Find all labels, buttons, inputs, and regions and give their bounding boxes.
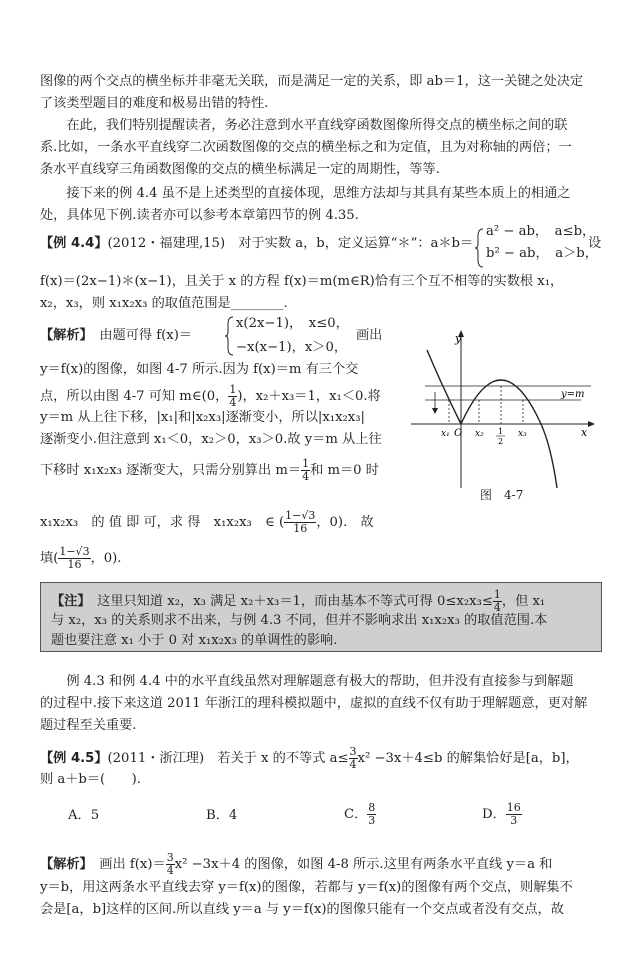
solution-line bbox=[40, 510, 374, 535]
fraction bbox=[166, 852, 175, 877]
text-fragment: 画出 bbox=[356, 328, 383, 343]
example-4-4-header bbox=[40, 234, 473, 254]
paren: ( bbox=[278, 515, 285, 530]
solution-line bbox=[40, 326, 192, 346]
option-a: A．5 bbox=[68, 808, 100, 823]
numerator: 1 bbox=[493, 588, 501, 601]
text-fragment: ，0). bbox=[90, 551, 122, 566]
paragraph-line: 接下来的例 4.4 虽不是上述类型的直接体现，思维方法却与其具有某些本质上的相通之 bbox=[40, 186, 571, 201]
denominator: 3 bbox=[510, 814, 518, 827]
paragraph-line: 则 a＋b＝( ). bbox=[40, 772, 141, 787]
tick-x1: x₁ bbox=[441, 429, 450, 439]
example-source: (2012・福建理,15) 对于实数 a，b，定义运算“＊”：a＊b＝ bbox=[107, 236, 474, 251]
text-fragment: x² −3x＋4 的图像，如图 4-8 所示.这里有两条水平直线 y＝a 和 bbox=[174, 857, 553, 872]
paragraph-line: f(x)＝(2x−1)＊(x−1)，且关于 x 的方程 f(x)＝m(m∈R)恰有三个互不相等的实数根 x₁， bbox=[40, 274, 564, 289]
option-letter: C． bbox=[344, 807, 368, 822]
option-b: B．4 bbox=[206, 808, 238, 823]
solution-line: y＝f(x)的图像，如图 4-7 所示.因为 f(x)＝m 有三个交 bbox=[40, 362, 359, 377]
note-box bbox=[40, 582, 602, 652]
text-fragment: x₁x₂x₃ 的 值 即 可，求 得 x₁x₂x₃ ∈ bbox=[40, 515, 275, 530]
case-1: a² − ab， a≤b， bbox=[486, 224, 596, 239]
denominator: 3 bbox=[368, 814, 376, 827]
text-fragment: 画出 f(x)＝ bbox=[86, 857, 166, 872]
fraction bbox=[228, 384, 237, 409]
text-fragment: 由题可得 f(x)＝ bbox=[86, 328, 193, 343]
figure-4-7 bbox=[405, 318, 597, 508]
origin-label: O bbox=[454, 428, 463, 439]
text-fragment: (2011・浙江理) 若关于 x 的不等式 a≤ bbox=[107, 751, 349, 766]
numerator: 3 bbox=[166, 851, 174, 864]
figure-caption: 图 4-7 bbox=[480, 488, 524, 502]
denominator: 4 bbox=[349, 758, 357, 771]
text-fragment: 设 bbox=[588, 236, 602, 251]
fraction bbox=[506, 802, 522, 827]
option-d bbox=[482, 802, 522, 827]
paragraph-line: 题过程至关重要. bbox=[40, 718, 137, 733]
numerator: 1−√3 bbox=[59, 545, 90, 558]
denominator: 4 bbox=[166, 864, 174, 877]
tick-x3: x₃ bbox=[518, 429, 527, 439]
numerator: 1 bbox=[302, 457, 310, 470]
fraction bbox=[301, 458, 310, 483]
numerator: 16 bbox=[506, 801, 521, 814]
example-tag: 【例 4.4】 bbox=[40, 236, 108, 251]
solution-tag: 【解析】 bbox=[40, 857, 87, 872]
denominator: 4 bbox=[493, 601, 501, 614]
brace-icon bbox=[224, 316, 234, 356]
tick-x2: x₂ bbox=[475, 429, 484, 439]
tick-1: 1 bbox=[498, 427, 504, 436]
y-label: y bbox=[455, 332, 462, 345]
numerator: 1 bbox=[229, 383, 237, 396]
denominator: 4 bbox=[229, 396, 237, 409]
text-fragment: 点，所以由图 4-7 可知 m∈ bbox=[40, 389, 202, 404]
paren: (0， bbox=[201, 389, 229, 404]
numerator: 1−√3 bbox=[285, 509, 316, 522]
paren: ) bbox=[237, 389, 243, 404]
solution-line bbox=[40, 546, 122, 571]
solution-line bbox=[40, 852, 552, 877]
tick-2: 2 bbox=[498, 437, 504, 446]
text-fragment: 填 bbox=[40, 551, 54, 566]
option-c bbox=[344, 802, 376, 827]
text-fragment: x² −3x＋4≤b 的解集恰好是[a，b]， bbox=[357, 751, 579, 766]
example-4-5-header bbox=[40, 746, 579, 771]
solution-line: 会是[a，b]这样的区间.所以直线 y＝a 与 y＝f(x)的图像只能有一个交点或者没有交点，故 bbox=[40, 902, 564, 917]
paragraph-line: x₂，x₃，则 x₁x₂x₃ 的取值范围是________. bbox=[40, 296, 288, 311]
down-arrow-icon bbox=[432, 408, 438, 414]
paragraph-line: 系.比如，一条水平直线穿二次函数图像的交点的横坐标之和为定值，且为对称轴的两倍；一 bbox=[40, 140, 572, 155]
paragraph-line: 的过程中.接下来这道 2011 年浙江的理科模拟题中，虚拟的直线不仅有助于理解题意，更对解 bbox=[40, 696, 588, 711]
solution-line bbox=[40, 458, 379, 483]
paren: ( bbox=[53, 551, 59, 566]
note-line: 与 x₂，x₃ 的关系则求不出来，与例 4.3 不同，但并不影响求出 x₁x₂x₃ 的取值范围.本 bbox=[51, 613, 548, 628]
case-2: b² − ab， a＞b， bbox=[486, 246, 598, 261]
text-fragment: 和 m＝0 时 bbox=[310, 463, 379, 478]
note-line: 题也要注意 x₁ 小于 0 对 x₁x₂x₃ 的单调性的影响. bbox=[51, 633, 338, 648]
solution-line: y＝m 从上往下移，|x₁|和|x₂x₃|逐渐变小，所以|x₁x₂x₃| bbox=[40, 410, 365, 425]
case-1: x(2x−1)， x≤0， bbox=[236, 316, 349, 331]
paragraph-line: 在此，我们特别提醒读者，务必注意到水平直线穿函数图像所得交点的横坐标之间的联 bbox=[40, 118, 568, 133]
paragraph-line: 例 4.3 和例 4.4 中的水平直线虽然对理解题意有极大的帮助，但并没有直接参与到解题 bbox=[40, 674, 574, 689]
fraction bbox=[367, 802, 376, 827]
option-letter: D． bbox=[482, 807, 506, 822]
text-fragment: 下移时 x₁x₂x₃ 逐渐变大，只需分别算出 m＝ bbox=[40, 463, 302, 478]
paragraph-line: 了该类型题目的难度和极易出错的特性. bbox=[40, 96, 269, 111]
solution-tag: 【解析】 bbox=[40, 328, 87, 343]
denominator: 16 bbox=[67, 558, 82, 571]
note-tag: 【注】 bbox=[51, 594, 84, 609]
fraction bbox=[58, 546, 90, 571]
text-fragment: ，0). 故 bbox=[316, 515, 374, 530]
denominator: 16 bbox=[293, 522, 308, 535]
text-fragment: ，但 x₁ bbox=[501, 594, 546, 609]
line-label: y=m bbox=[561, 389, 585, 400]
x-label: x bbox=[581, 426, 588, 439]
denominator: 4 bbox=[302, 470, 310, 483]
x-arrow-icon bbox=[588, 421, 595, 427]
numerator: 3 bbox=[349, 745, 357, 758]
example-tag: 【例 4.5】 bbox=[40, 751, 108, 766]
solution-line: y＝b，用这两条水平直线去穿 y＝f(x)的图像，若都与 y＝f(x)的图像有两个交点，则解集不 bbox=[40, 880, 573, 895]
paragraph-line: 处，具体见下例.读者亦可以参考本章第四节的例 4.35. bbox=[40, 208, 359, 223]
text-fragment: ，x₂＋x₃＝1，x₁＜0.将 bbox=[242, 389, 381, 404]
solution-line: 逐渐变小.但注意到 x₁＜0，x₂＞0，x₃＞0.故 y＝m 从上往 bbox=[40, 432, 382, 447]
text-fragment: 这里只知道 x₂，x₃ 满足 x₂＋x₃＝1，而由基本不等式可得 0≤x₂x₃≤ bbox=[83, 594, 493, 609]
paragraph-line: 图像的两个交点的横坐标并非毫无关联，而是满足一定的关系，即 ab＝1，这一关键之处决定 bbox=[40, 74, 584, 89]
numerator: 8 bbox=[368, 801, 376, 814]
case-2: −x(x−1)，x＞0， bbox=[236, 340, 348, 355]
paragraph-line: 条水平直线穿三角函数图像的交点的横坐标满足一定的周期性，等等. bbox=[40, 162, 440, 177]
fraction bbox=[349, 746, 358, 771]
fraction bbox=[284, 510, 316, 535]
solution-line bbox=[40, 384, 381, 409]
brace-icon bbox=[474, 228, 484, 268]
curve-left bbox=[427, 350, 461, 424]
